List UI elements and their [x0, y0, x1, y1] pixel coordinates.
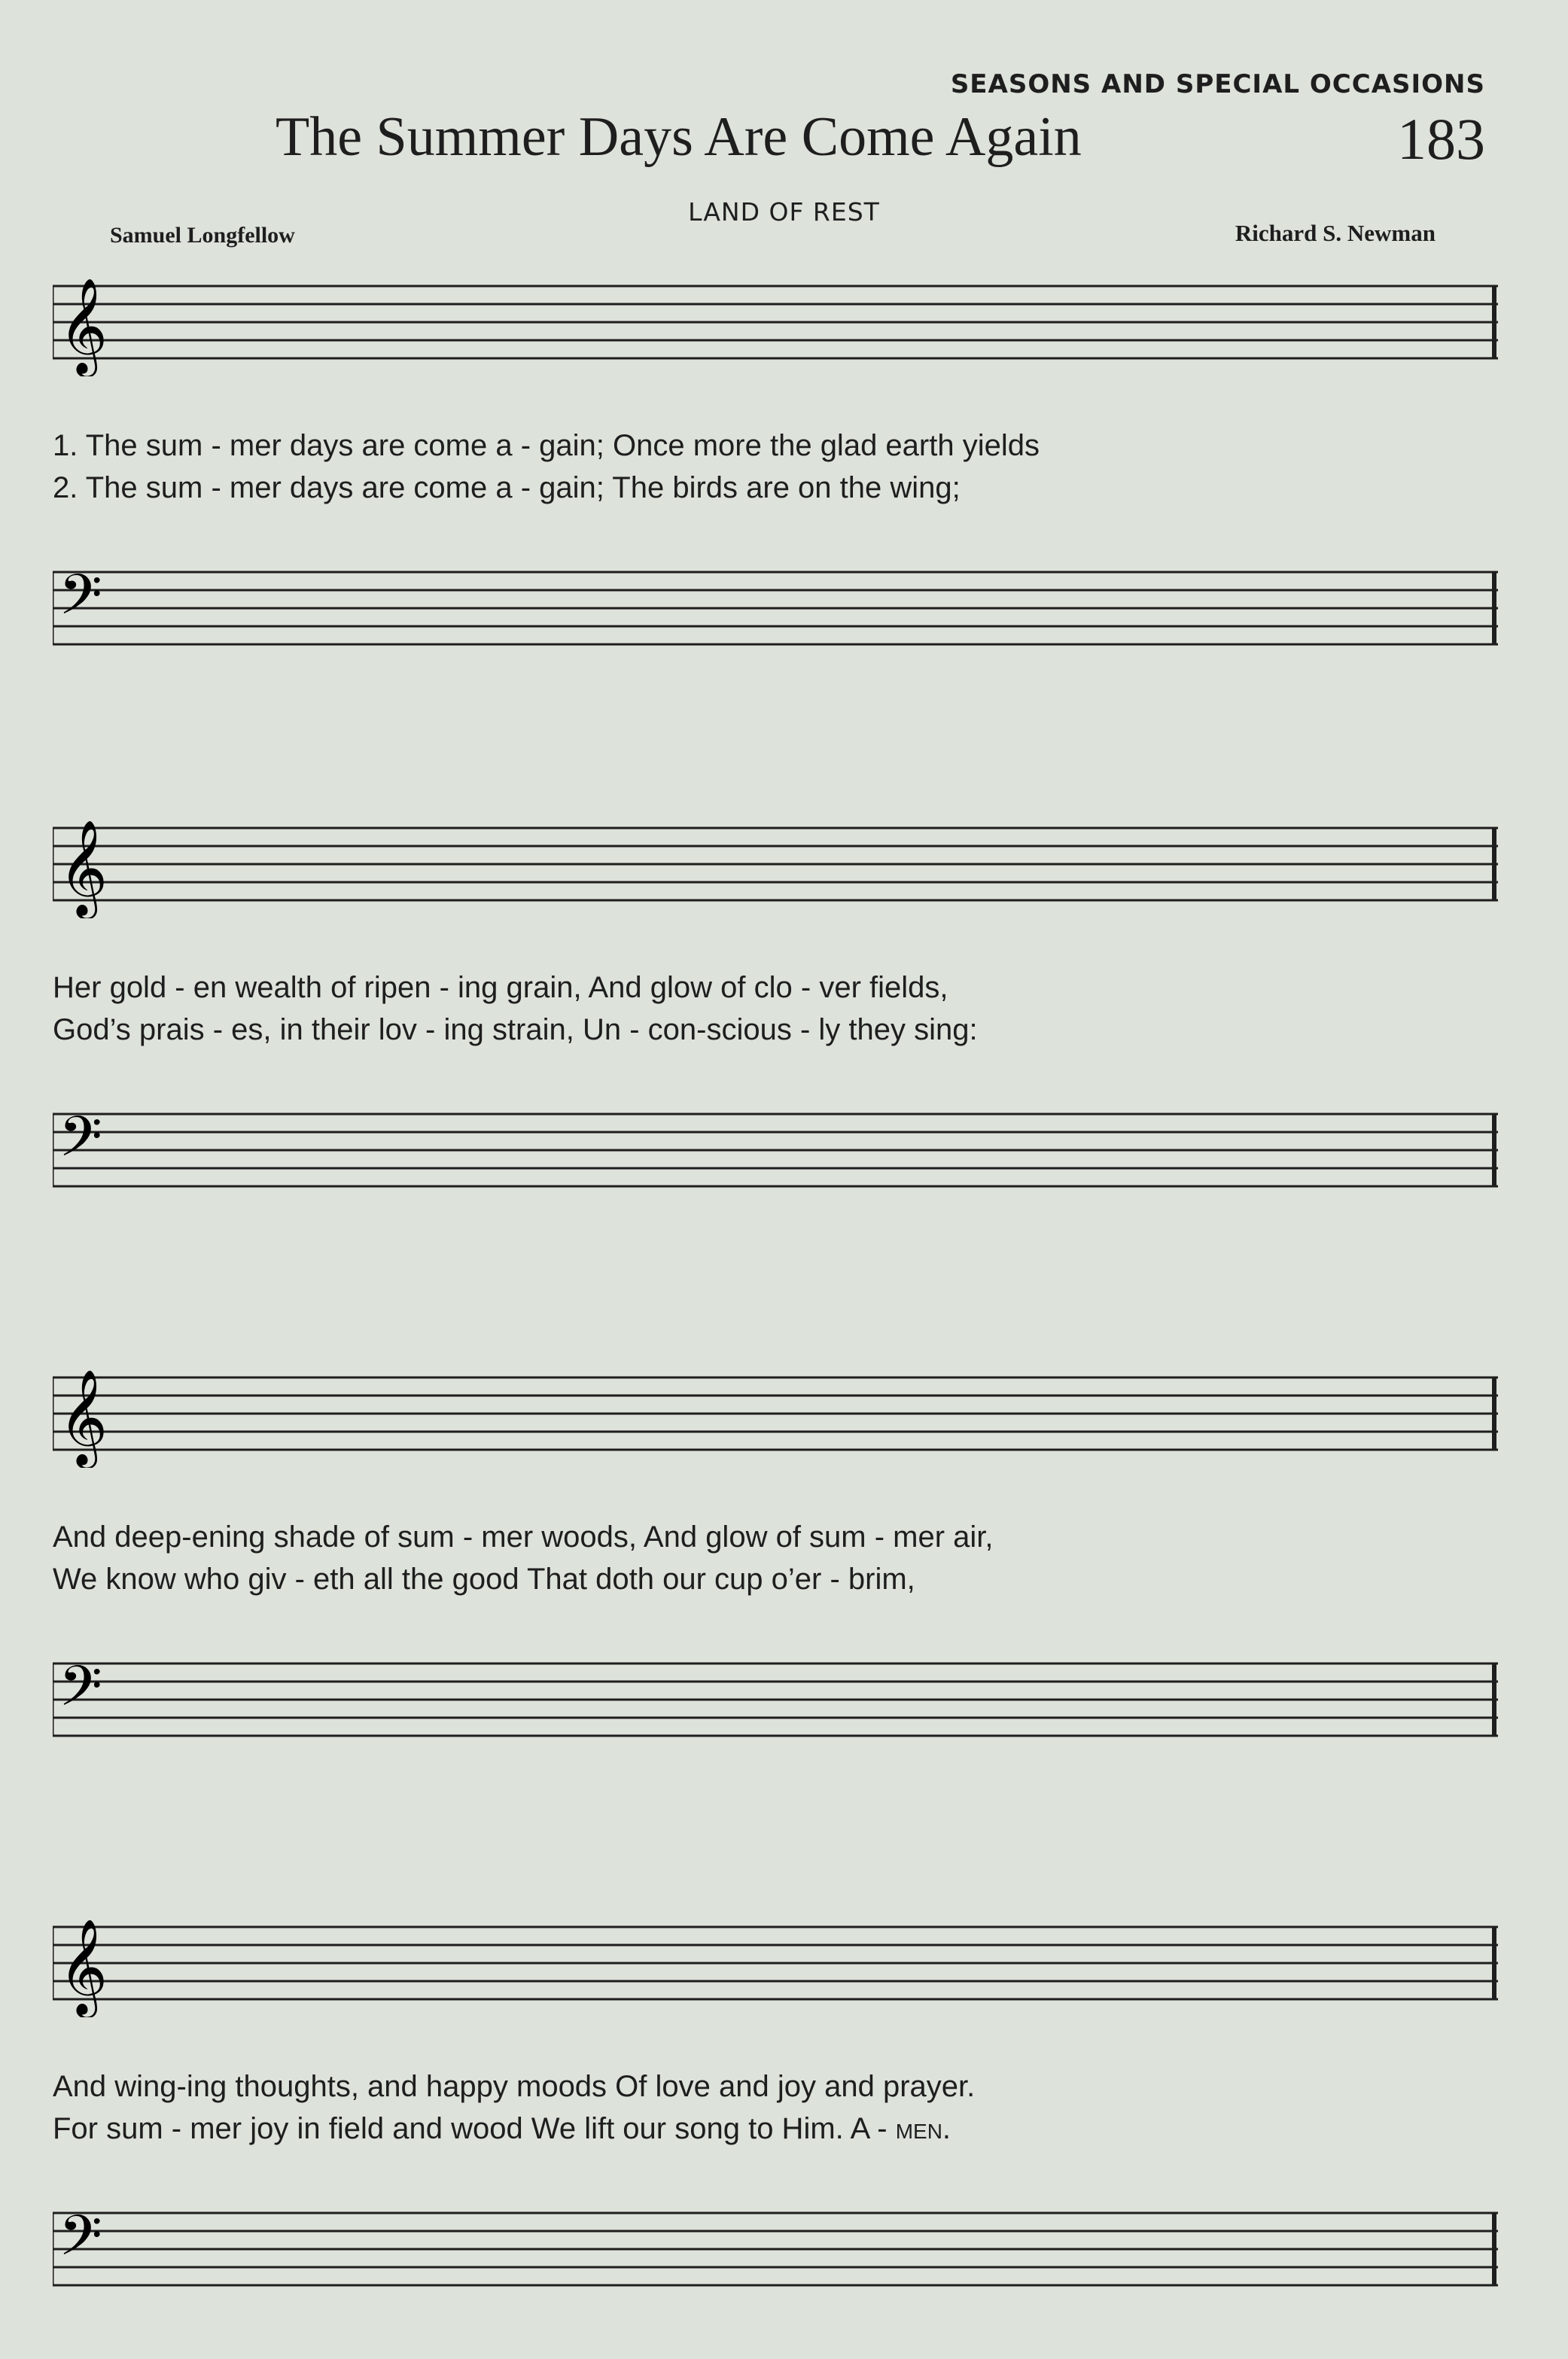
- hymn-number: 183: [1397, 106, 1485, 172]
- bass-staff: [53, 2198, 1498, 2303]
- treble-staff: [53, 271, 1498, 376]
- tune-name: LAND OF REST: [688, 197, 880, 227]
- lyric-line-1: And deep-ening shade of sum - mer woods, And glow of sum - mer air,: [53, 1520, 994, 1554]
- treble-clef-icon: 𝄞: [59, 1918, 108, 2014]
- treble-staff: [53, 1912, 1498, 2017]
- treble-clef-icon: 𝄞: [59, 277, 108, 373]
- lyric-line-2: [53, 2112, 951, 2146]
- lyric-line-1: 1. The sum - mer days are come a - gain; Once more the glad earth yields: [53, 429, 1040, 462]
- lyric-text: For sum - mer joy in field and wood We lift our song to Him. A -: [53, 2112, 896, 2145]
- treble-staff: [53, 813, 1498, 918]
- treble-clef-icon: 𝄞: [59, 1368, 108, 1465]
- bass-staff: [53, 1099, 1498, 1204]
- bass-staff: [53, 1648, 1498, 1754]
- bass-staff: [53, 557, 1498, 662]
- composer-credit: Richard S. Newman: [1235, 220, 1436, 246]
- treble-clef-icon: 𝄞: [59, 819, 108, 915]
- bass-clef-icon: 𝄢: [59, 562, 102, 641]
- bass-clef-icon: 𝄢: [59, 2203, 102, 2282]
- music-system-3: [53, 1362, 1498, 1784]
- lyric-line-1: Her gold - en wealth of ripen - ing grain, And glow of clo - ver fields,: [53, 971, 948, 1004]
- bass-clef-icon: 𝄢: [59, 1654, 102, 1733]
- music-system-1: [53, 271, 1498, 692]
- section-heading: SEASONS AND SPECIAL OCCASIONS: [950, 69, 1485, 99]
- lyric-line-2: We know who giv - eth all the good That doth our cup o’er - brim,: [53, 1563, 915, 1596]
- treble-staff: [53, 1362, 1498, 1468]
- music-system-4: [53, 1912, 1498, 2333]
- lyric-line-2: 2. The sum - mer days are come a - gain; The birds are on the wing;: [53, 471, 961, 504]
- lyric-line-1: And wing-ing thoughts, and happy moods Of love and joy and prayer.: [53, 2070, 976, 2103]
- lyric-line-2: God’s prais - es, in their lov - ing strain, Un - con-scious - ly they sing:: [53, 1013, 978, 1046]
- music-system-2: [53, 813, 1498, 1234]
- author-credit: Samuel Longfellow: [110, 223, 295, 248]
- bass-clef-icon: 𝄢: [59, 1104, 102, 1183]
- hymn-title: The Summer Days Are Come Again: [276, 106, 1082, 168]
- amen-suffix: men.: [895, 2112, 951, 2145]
